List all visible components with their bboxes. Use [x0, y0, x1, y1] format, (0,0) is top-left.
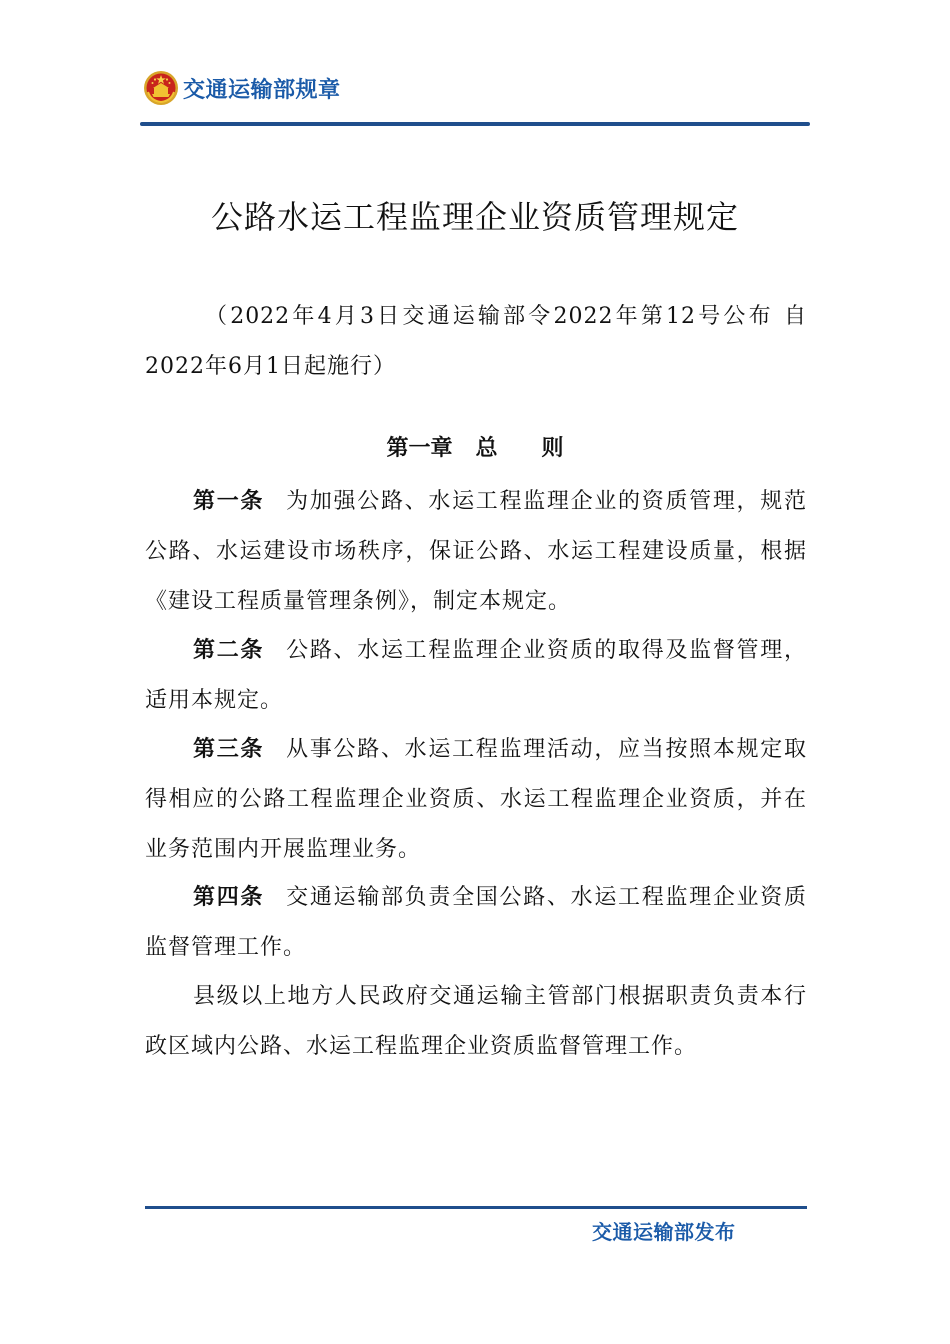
header-divider	[140, 122, 810, 126]
issuance-note: （2022年4月3日交通运输部令2022年第12号公布 自2022年6月1日起施行）	[145, 304, 807, 379]
article-1	[145, 477, 807, 627]
article-3	[145, 725, 807, 875]
article-text: 从事公路、水运工程监理活动，应当按照本规定取得相应的公路工程监理企业资质、水运工程监理企业资质，并在业务范围内开展监理业务。	[145, 737, 807, 862]
chapter-heading	[0, 427, 950, 471]
article-text: 交通运输部负责全国公路、水运工程监理企业资质监督管理工作。	[145, 885, 807, 960]
article-text: 公路、水运工程监理企业资质的取得及监督管理，适用本规定。	[145, 638, 807, 713]
footer-publisher: 交通运输部发布	[592, 1220, 736, 1244]
paragraph-local-authority: 县级以上地方人民政府交通运输主管部门根据职责负责本行政区域内公路、水运工程监理企业资质监督管理工作。	[145, 984, 807, 1059]
document-title: 公路水运工程监理企业资质管理规定	[210, 198, 739, 236]
article-text: 为加强公路、水运工程监理企业的资质管理，规范公路、水运建设市场秩序，保证公路、水运工程建设质量，根据《建设工程质量管理条例》，制定本规定。	[145, 489, 807, 614]
national-emblem-icon	[143, 70, 179, 106]
article-4	[145, 873, 807, 973]
article-label: 第二条	[193, 638, 265, 663]
article-2	[145, 626, 807, 726]
header-title: 交通运输部规章	[183, 77, 341, 103]
chapter-number: 第一章	[386, 436, 453, 461]
chapter-name: 总 则	[475, 436, 564, 461]
article-label: 第一条	[193, 489, 265, 514]
article-label: 第四条	[193, 885, 265, 910]
footer-divider	[145, 1206, 807, 1209]
article-label: 第三条	[193, 737, 265, 762]
page-header	[143, 66, 341, 110]
